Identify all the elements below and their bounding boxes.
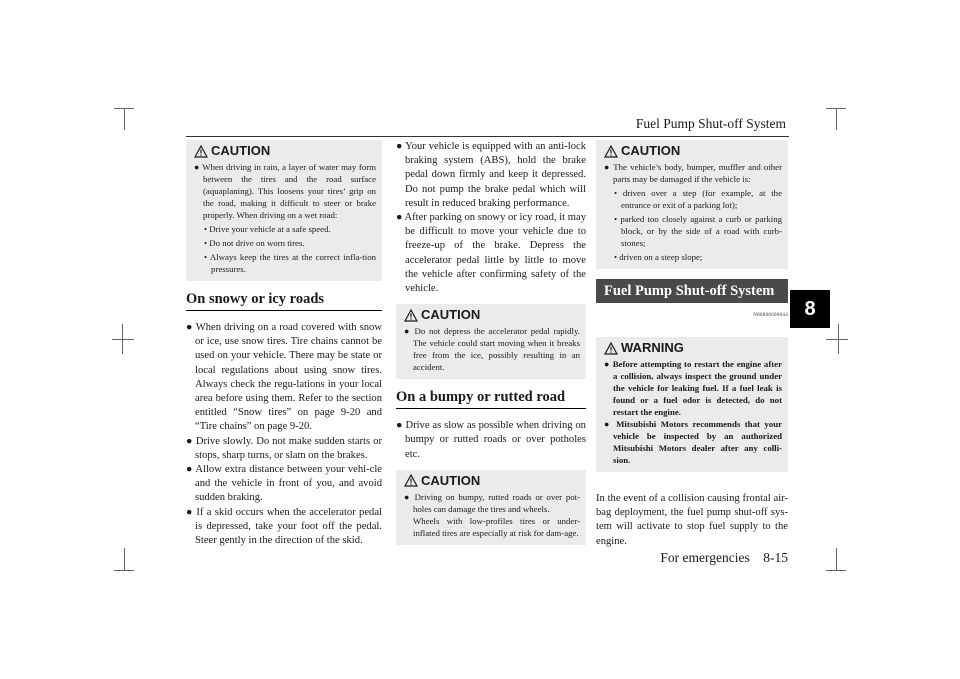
section-heading-bumpy-road: On a bumpy or rutted road xyxy=(396,387,586,409)
section-heading-snowy-roads: On snowy or icy roads xyxy=(186,289,382,311)
document-code: N00806600044 xyxy=(753,313,788,318)
warning-bullet: ● Before attempting to restart the engine after a collision, always inspect the ground under the vehicle for leaking fuel. If a fuel leak is found or a fuel odor is detected, do not restart the engine. xyxy=(604,359,782,417)
caution-text: When driving in rain, a layer of water may form between the tires and the road surface (aquaplaning). This loosens your tires’ grip on the road, making it difficult to steer or brake properly. When driving on a wet road: xyxy=(202,162,376,220)
list-item: ● Drive slowly. Do not make sudden starts or stops, sharp turns, or slam on the brakes. xyxy=(186,435,382,461)
list-item-text: Your vehicle is equipped with an anti-lock braking system (ABS), hold the brake pedal down firmly and keep it depressed. Do not pump the brake pedal which will result in reduced braking performance. xyxy=(405,141,587,209)
page-footer xyxy=(560,550,788,566)
caution-bullet: ● Driving on bumpy, rutted roads or over pot-holes can damage the tires and wheels. xyxy=(404,491,581,514)
caution-header xyxy=(404,474,580,488)
list-item-text: Drive slowly. Do not make sudden starts or stops, sharp turns, or slam on the brakes. xyxy=(195,435,382,461)
caution-box xyxy=(186,140,382,281)
caution-sub-item: • driven over a step (for example, at the entrance or exit of a parking lot); xyxy=(614,188,782,210)
crop-mark xyxy=(122,324,123,354)
warning-triangle-icon xyxy=(604,342,618,355)
caution-bullet: ● When driving in rain, a layer of water may form between the tires and the road surface (aquaplaning). This loosens your tires’ grip on the road, making it difficult to steer or brake properly. When driving on a wet road: xyxy=(194,162,376,220)
caution-continuation: Wheels with low-profiles tires or under-inflated tires are especially at risk for dam-age. xyxy=(413,515,580,538)
page-header-title: Fuel Pump Shut-off System xyxy=(635,116,786,131)
column-left xyxy=(186,140,382,548)
chapter-tab: 8 xyxy=(790,290,830,328)
caution-box xyxy=(396,304,586,379)
caution-header xyxy=(194,144,376,158)
column-middle xyxy=(396,140,586,553)
body-paragraph: In the event of a collision causing frontal air-bag deployment, the fuel pump shut-off sys-tem will activate to stop fuel supply to the engine. xyxy=(596,493,788,547)
crop-mark xyxy=(836,548,837,570)
caution-label: CAUTION xyxy=(421,472,481,488)
warning-box xyxy=(596,337,788,472)
caution-box xyxy=(396,470,586,545)
warning-triangle-icon xyxy=(604,145,618,158)
caution-bullet: ● Do not depress the accelerator pedal rapidly. The vehicle could start moving when it breaks free from the ice, possibly resulting in an accident. xyxy=(404,326,580,373)
list-item-text: After parking on snowy or icy road, it may be difficult to move your vehicle due to freeze-up of the brake. Depress the accelerator pedal little by little to move the vehicle after confirming safety of the vehicle. xyxy=(404,212,586,295)
list-item: ● Your vehicle is equipped with an anti-lock braking system (ABS), hold the brake pedal down firmly and keep it depressed. Do not pump the brake pedal which will result in reduced braking performance. xyxy=(396,141,587,209)
crop-mark xyxy=(836,108,837,130)
caution-header xyxy=(404,308,580,322)
crop-mark xyxy=(114,570,134,571)
section-heading-fuel-pump: Fuel Pump Shut-off System xyxy=(596,279,788,303)
warning-header xyxy=(604,341,782,355)
list-item-text: When driving on a road covered with snow or ice, use snow tires. Tire chains cannot be used on your vehicle. There may be state or local regulations about using snow tires. Always check the regu-lations in your local area before using them. Refer to the section entitled “Snow tires” on page 9-20 and “Tire chains” on page 9-20. xyxy=(195,322,383,433)
list-item: ● Allow extra distance between your vehi-cle and the vehicle in front of you, and avoid sudden braking. xyxy=(186,464,383,504)
column-right xyxy=(596,140,788,549)
crop-mark xyxy=(838,324,839,354)
list-item: ● When driving on a road covered with snow or ice, use snow tires. Tire chains cannot be used on your vehicle. There may be state or local regulations about using snow tires. Always check the regu-lations in your local area before using them. Refer to the section entitled “Snow tires” on page 9-20 and “Tire chains” on page 9-20. xyxy=(186,322,383,433)
caution-label: CAUTION xyxy=(211,143,271,158)
list-item-text: Allow extra distance between your vehi-cle and the vehicle in front of you, and avoid sudden braking. xyxy=(195,464,383,504)
warning-triangle-icon xyxy=(194,145,208,158)
caution-sub-item: • parked too closely against a curb or parking block, or by the side of a road with curb-stones; xyxy=(614,214,782,248)
crop-mark xyxy=(124,548,125,570)
caution-sub-item: • Do not drive on worn tires. xyxy=(204,238,305,248)
caution-text: Do not depress the accelerator pedal rapidly. The vehicle could start moving when it breaks free from the ice, possibly resulting in an accident. xyxy=(413,326,580,373)
crop-mark xyxy=(826,339,848,340)
caution-label: CAUTION xyxy=(421,307,481,323)
caution-bullet: ● The vehicle’s body, bumper, muffler and other parts may be damaged if the vehicle is: xyxy=(604,162,782,184)
caution-header xyxy=(604,144,782,158)
page-number: 8-15 xyxy=(763,550,788,565)
list-item: ● Drive as slow as possible when driving on bumpy or rutted roads or over potholes etc. xyxy=(396,420,586,460)
crop-mark xyxy=(112,339,134,340)
crop-mark xyxy=(124,108,125,130)
caution-text: Driving on bumpy, rutted roads or over pot-holes can damage the tires and wheels. xyxy=(413,491,581,514)
header-rule xyxy=(186,136,789,137)
list-item: ● After parking on snowy or icy road, it may be difficult to move your vehicle due to freeze-up of the brake. Depress the accelerator pedal little by little to move the vehicle after confirming safety of the vehicle. xyxy=(396,212,586,295)
warning-label: WARNING xyxy=(621,340,684,355)
warning-text: Before attempting to restart the engine after a collision, always inspect the ground under the vehicle for leaking fuel. If a fuel leak is found or a fuel odor is detected, do not restart the engine. xyxy=(612,359,782,417)
caution-label: CAUTION xyxy=(621,143,681,158)
footer-section: For emergencies xyxy=(660,550,750,565)
caution-box xyxy=(596,140,788,269)
warning-text: Mitsubishi Motors recommends that your vehicle be inspected by an authorized Mitsubishi Motors dealer after any colli-sion. xyxy=(613,419,782,465)
crop-mark xyxy=(826,570,846,571)
caution-text: The vehicle’s body, bumper, muffler and other parts may be damaged if the vehicle is: xyxy=(613,162,782,184)
warning-triangle-icon xyxy=(404,309,418,322)
caution-sub-item: • driven on a steep slope; xyxy=(614,252,703,262)
list-item: ● If a skid occurs when the accelerator pedal is depressed, take your foot off the pedal. Steer gently in the direction of the skid. xyxy=(186,506,382,547)
caution-sub-item: • Always keep the tires at the correct infla-tion pressures. xyxy=(204,252,376,274)
warning-bullet: ● Mitsubishi Motors recommends that your vehicle be inspected by an authorized Mitsubishi Motors dealer after any colli-sion. xyxy=(604,419,782,465)
warning-triangle-icon xyxy=(404,474,418,487)
caution-sub-item: • Drive your vehicle at a safe speed. xyxy=(204,224,331,234)
list-item-text: If a skid occurs when the accelerator pedal is depressed, take your foot off the pedal. Steer gently in the direction of the skid. xyxy=(195,506,382,547)
list-item-text: Drive as slow as possible when driving on bumpy or rutted roads or over potholes etc. xyxy=(405,420,586,460)
